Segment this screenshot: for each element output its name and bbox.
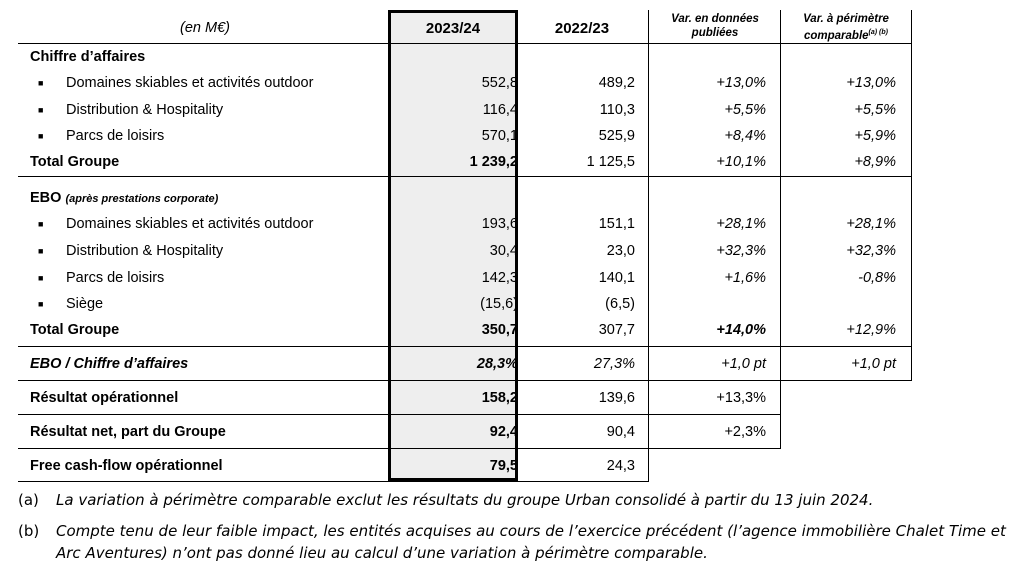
footnote-text: La variation à périmètre comparable exclut les résultats du groupe Urban consolidé à partir du 13 juin 2024. <box>56 491 874 509</box>
value-2022-23: 90,4 <box>606 424 635 440</box>
col-header-var-comparable-text: comparable <box>803 29 869 42</box>
ebo-title: EBO <box>30 190 62 206</box>
var-comparable: +1,0 pt <box>851 356 896 372</box>
unit-label: (en M€) <box>180 20 230 36</box>
col-header-2022-23: 2022/23 <box>554 20 610 37</box>
row-label: Free cash-flow opérationnel <box>30 458 223 474</box>
var-published: +2,3% <box>724 424 766 440</box>
var-comparable: +5,5% <box>854 102 896 118</box>
var-published: +1,6% <box>724 270 766 286</box>
table-row <box>0 97 1024 123</box>
var-published: +10,1% <box>716 154 766 170</box>
row-label: Parcs de loisirs <box>66 270 165 286</box>
table-row <box>0 123 1024 149</box>
table-row <box>0 70 1024 96</box>
fcf-row <box>0 453 1024 479</box>
value-2023-24: 30,4 <box>489 243 518 259</box>
row-label: EBO / Chiffre d’affaires <box>30 356 189 372</box>
var-published: +13,3% <box>716 390 766 406</box>
value-2022-23: 27,3% <box>593 356 635 372</box>
col-header-var-published-line2: publiées <box>691 27 739 39</box>
value-2023-24: 28,3% <box>476 356 518 372</box>
value-2023-24: 350,7 <box>481 322 518 338</box>
footnote-a <box>18 491 1018 513</box>
value-2023-24: 570,1 <box>481 128 518 144</box>
var-published: +13,0% <box>716 75 766 91</box>
var-comparable: +5,9% <box>854 128 896 144</box>
var-comparable: +28,1% <box>846 216 896 232</box>
value-2022-23: 151,1 <box>598 216 635 232</box>
var-published: +28,1% <box>716 216 766 232</box>
footnote-b <box>18 522 1018 566</box>
op-result-row <box>0 385 1024 411</box>
bullet-icon: ■ <box>38 273 44 283</box>
value-2022-23: 23,0 <box>606 243 635 259</box>
var-published: +5,5% <box>724 102 766 118</box>
section-title: Chiffre d’affaires <box>30 49 146 65</box>
value-2022-23: 1 125,5 <box>586 154 635 170</box>
var-comparable: +12,9% <box>846 322 896 338</box>
bullet-icon: ■ <box>38 246 44 256</box>
bullet-icon: ■ <box>38 299 44 309</box>
var-published: +32,3% <box>716 243 766 259</box>
var-comparable: -0,8% <box>858 270 896 286</box>
row-label: Résultat opérationnel <box>30 390 179 406</box>
footnote-ref: (a) (b) <box>868 29 888 36</box>
col-header-var-published-line1: Var. en données <box>671 13 759 25</box>
section-rule <box>18 481 649 482</box>
value-2022-23: 489,2 <box>598 75 635 91</box>
row-label: Siège <box>66 296 104 312</box>
table-row <box>0 211 1024 237</box>
row-label: Distribution & Hospitality <box>66 102 224 118</box>
value-2022-23: 110,3 <box>599 102 635 118</box>
col-header-var-comparable-line2 <box>781 26 911 43</box>
row-label: Total Groupe <box>30 154 120 170</box>
bullet-icon: ■ <box>38 105 44 115</box>
var-comparable: +32,3% <box>846 243 896 259</box>
section-title <box>30 185 218 211</box>
row-label: Résultat net, part du Groupe <box>30 424 226 440</box>
total-row <box>0 317 1024 343</box>
row-label: Total Groupe <box>30 322 120 338</box>
value-2023-24: (15,6) <box>480 296 518 312</box>
table-row <box>0 238 1024 264</box>
row-label: Domaines skiables et activités outdoor <box>66 75 314 91</box>
table-row <box>0 291 1024 317</box>
row-label: Distribution & Hospitality <box>66 243 224 259</box>
section-rule <box>18 346 912 347</box>
row-label: Parcs de loisirs <box>66 128 165 144</box>
value-2023-24: 1 239,2 <box>469 154 518 170</box>
value-2022-23: 24,3 <box>606 458 635 474</box>
col-header-var-comparable-line1: Var. à périmètre <box>803 13 889 25</box>
value-2023-24: 142,3 <box>481 270 518 286</box>
bullet-icon: ■ <box>38 131 44 141</box>
var-published: +8,4% <box>724 128 766 144</box>
section-rule <box>18 176 912 177</box>
footnote-text: Arc Aventures) n’ont pas donné lieu au calcul d’une variation à périmètre comparable. <box>56 544 708 562</box>
value-2023-24: 116,4 <box>482 102 518 118</box>
section-rule <box>18 414 781 415</box>
value-2023-24: 193,6 <box>481 216 518 232</box>
row-label: Domaines skiables et activités outdoor <box>66 216 314 232</box>
net-result-row <box>0 419 1024 445</box>
value-2022-23: (6,5) <box>605 296 635 312</box>
value-2022-23: 307,7 <box>598 322 635 338</box>
value-2023-24: 158,2 <box>481 390 518 406</box>
ebo-subtitle: (après prestations corporate) <box>65 193 219 205</box>
total-row <box>0 149 1024 175</box>
col-header-2023-24: 2023/24 <box>425 20 481 37</box>
table-row <box>0 265 1024 291</box>
bullet-icon: ■ <box>38 219 44 229</box>
ebo-title-row <box>0 185 1024 211</box>
var-published: +1,0 pt <box>721 356 766 372</box>
var-comparable: +8,9% <box>854 154 896 170</box>
value-2022-23: 139,6 <box>598 390 635 406</box>
footnote-text: Compte tenu de leur faible impact, les entités acquises au cours de l’exercice précédent (l’agence immobilière Chalet Time et <box>56 522 1006 540</box>
value-2023-24: 79,5 <box>489 458 518 474</box>
section-rule <box>18 380 912 381</box>
section-rule <box>18 448 781 449</box>
var-comparable: +13,0% <box>846 75 896 91</box>
footnote-tag: (b) <box>18 522 40 540</box>
value-2023-24: 552,8 <box>481 75 518 91</box>
revenue-title-row <box>0 44 1024 70</box>
value-2022-23: 525,9 <box>598 128 635 144</box>
col-header-var-published <box>650 12 780 40</box>
bullet-icon: ■ <box>38 78 44 88</box>
col-header-var-comparable <box>781 12 911 43</box>
footnote-tag: (a) <box>18 491 39 509</box>
value-2022-23: 140,1 <box>598 270 635 286</box>
value-2023-24: 92,4 <box>489 424 518 440</box>
margin-row <box>0 351 1024 377</box>
var-published: +14,0% <box>716 322 766 338</box>
